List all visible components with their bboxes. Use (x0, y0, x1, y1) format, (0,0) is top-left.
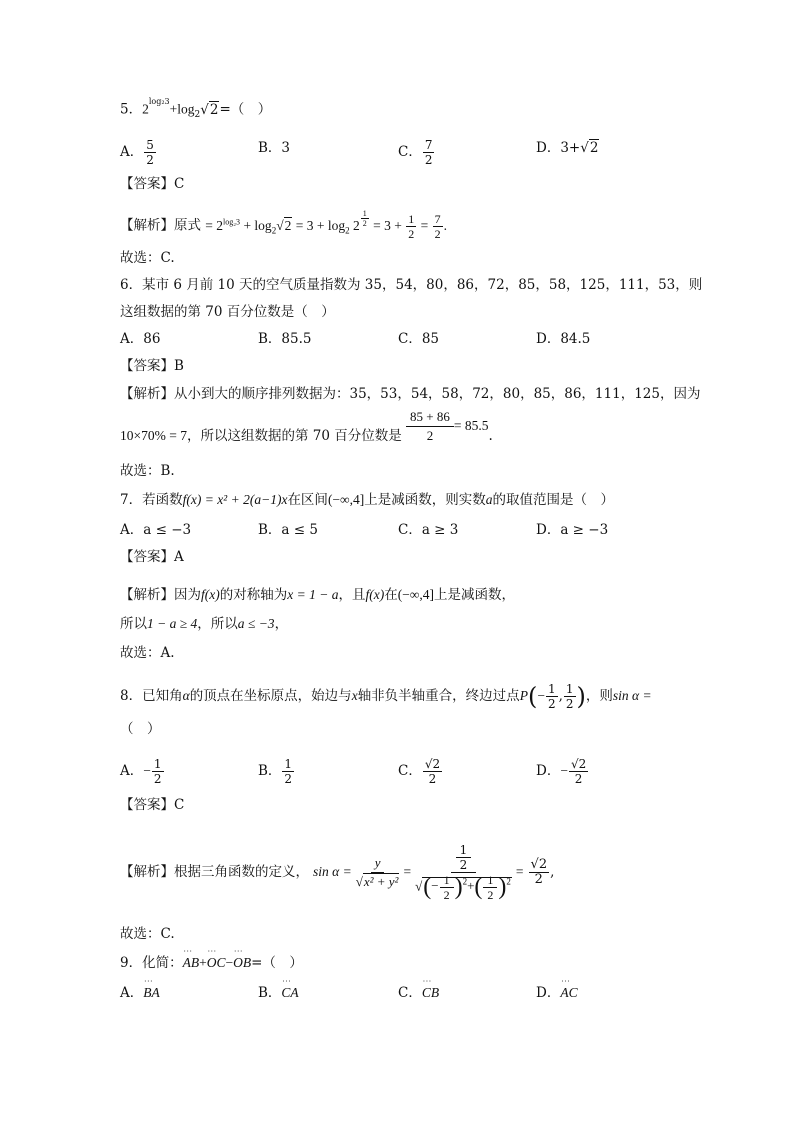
q7-option-a[interactable]: A．a ≤ −3 (120, 522, 192, 538)
q7-option-b[interactable]: B．a ≤ 5 (258, 522, 318, 538)
q8-analysis: 【解析】根据三角函数的定义， sin α = $\frac{y}{\text{√x² + y²}}$ = $\frac{1}{2}$ √(− $\frac{1}{2}$ )$^2$+( $\frac{1}{2}$ )$^2$ = $\frac{√2}{2}$ , (120, 842, 555, 902)
q9-option-c[interactable]: C．˙˙˙ CB (398, 983, 439, 1003)
q9-option-d[interactable]: D．˙˙˙ AC (536, 983, 578, 1003)
q5-option-a[interactable]: A． $\frac{5}{2}$ (120, 138, 154, 167)
q6-option-d[interactable]: D．84.5 (536, 331, 591, 347)
q6-stem-line2: 这组数据的第 70 百分位数是（ ） (120, 304, 335, 320)
q8-conclusion: 故选：C. (120, 926, 175, 942)
q7-analysis-line1: 【解析】因为f(x)的对称轴为x = 1 − a，且f(x)在(−∞,4]上是减函数， (120, 587, 516, 603)
q5-stem: 5．$2^{log_23}+\log_2√2=$（ ） (120, 97, 272, 121)
q7-conclusion: 故选：A. (120, 645, 175, 661)
q5-answer: 【答案】C (120, 176, 185, 192)
q5-option-d[interactable]: D．3+√2 (536, 140, 599, 156)
q5-analysis: 【解析】原式 = $2^{log_23} + \log_2√2 = 3 + \log_2 2$ $\frac{1}{2}$ = 3 + $\frac{1}{2}$ = $\frac{7}{2}$ . (120, 209, 447, 241)
q9-option-b[interactable]: B．˙˙˙ CA (258, 983, 299, 1003)
q7-answer: 【答案】A (120, 549, 184, 565)
q9-option-a[interactable]: A．˙˙˙ BA (120, 983, 160, 1003)
q7-option-c[interactable]: C．a ≥ 3 (398, 522, 459, 538)
q8-stem-line1: 8．已知角α的顶点在坐标原点，始边与x轴非负半轴重合，终边过点P(− $\frac{1}{2}$ , $\frac{1}{2}$ )，则sin α = (120, 682, 652, 711)
q8-option-d[interactable]: D．− $\frac{√2}{2}$ (536, 757, 587, 786)
q6-answer: 【答案】B (120, 358, 184, 374)
q6-option-b[interactable]: B．85.5 (258, 331, 312, 347)
q7-stem: 7．若函数f(x) = x² + 2(a−1)x在区间(−∞,4]上是减函数，则实数a的取值范围是（ ） (120, 492, 615, 508)
q5-option-c[interactable]: C． $\frac{7}{2}$ (398, 138, 433, 167)
q5-option-b[interactable]: B．3 (258, 140, 291, 156)
q6-analysis-line2: 10×70% = 7，所以这组数据的第 70 百分位数是 $\frac{85 + 86}{2}$ = 85.5. (120, 409, 493, 444)
q6-stem-line1: 6．某市 6 月前 10 天的空气质量指数为 35，54，80，86，72，85，58，125，111，53，则 (120, 277, 703, 293)
q8-option-c[interactable]: C． $\frac{√2}{2}$ (398, 757, 441, 786)
q7-analysis-line2: 所以1 − a ≥ 4，所以a ≤ −3， (120, 616, 289, 632)
q6-option-c[interactable]: C．85 (398, 331, 440, 347)
q8-stem-line2: （ ） (120, 721, 161, 737)
q9-stem: 9．化简：˙˙˙ AB+˙˙˙ OC−˙˙˙ OB=（ ） (120, 953, 303, 973)
q6-conclusion: 故选：B. (120, 463, 175, 479)
q8-option-b[interactable]: B． $\frac{1}{2}$ (258, 757, 293, 786)
q8-answer: 【答案】C (120, 797, 185, 813)
q8-option-a[interactable]: A．− $\frac{1}{2}$ (120, 757, 162, 786)
q6-option-a[interactable]: A．86 (120, 331, 161, 347)
q7-option-d[interactable]: D．a ≥ −3 (536, 522, 609, 538)
q5-conclusion: 故选：C. (120, 250, 175, 266)
q6-analysis-line1: 【解析】从小到大的顺序排列数据为：35，53，54，58，72，80，85，86，111，125，因为 (120, 386, 701, 402)
